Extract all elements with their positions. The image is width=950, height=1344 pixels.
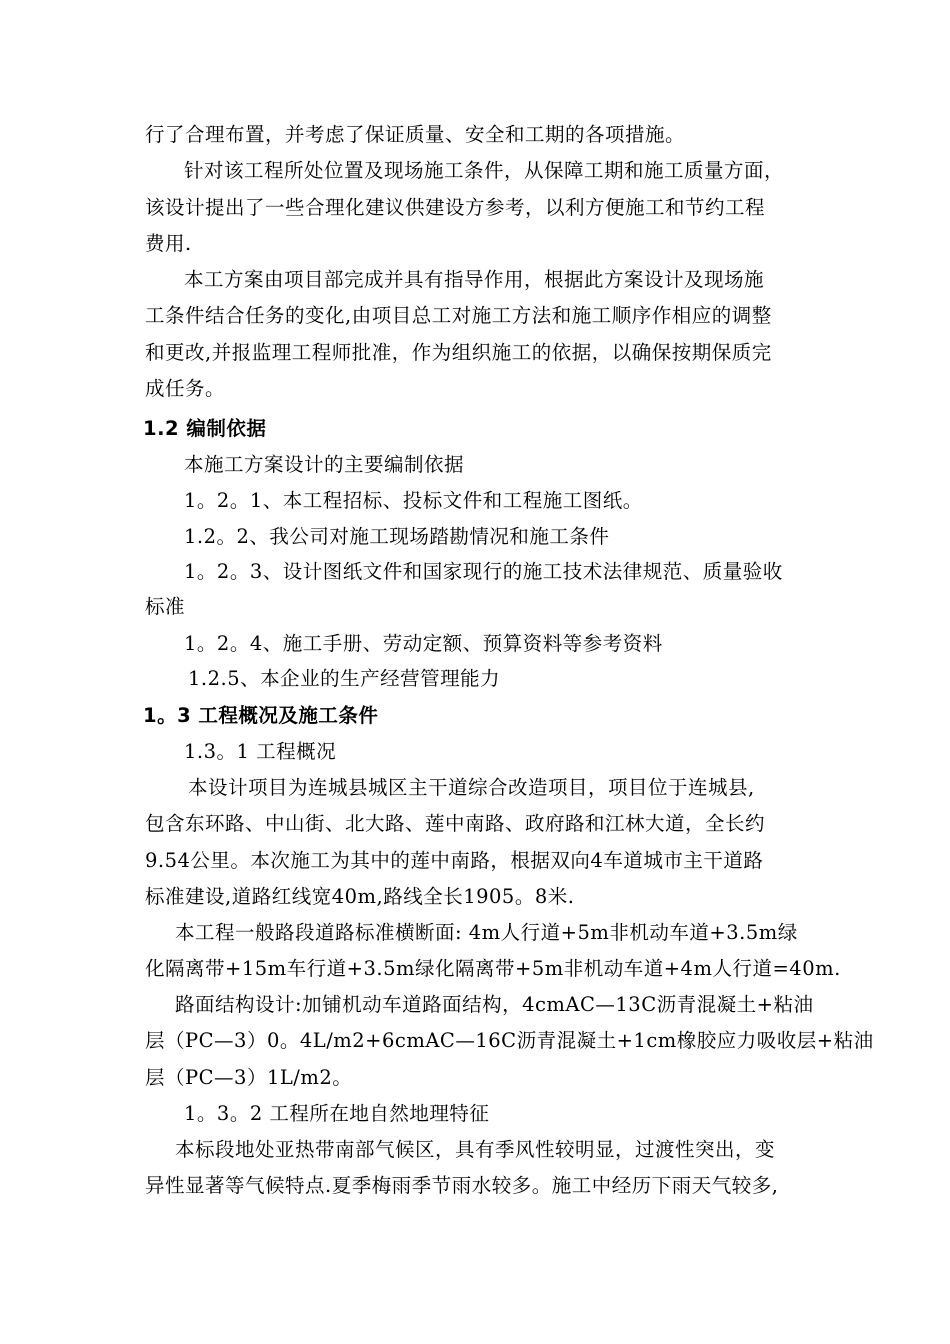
section-heading-1-2: 1.2 编制依据 bbox=[143, 417, 267, 440]
subsection-heading: 1.3。1 工程概况 bbox=[184, 740, 337, 763]
paragraph-line: 针对该工程所处位置及现场施工条件，从保障工期和施工质量方面， bbox=[184, 159, 785, 182]
paragraph-line: 本施工方案设计的主要编制依据 bbox=[184, 453, 465, 476]
list-item: 1。2。3、设计图纸文件和国家现行的施工技术法律规范、质量验收 bbox=[184, 560, 783, 583]
paragraph-line: 异性显著等气候特点.夏季梅雨季节雨水较多。施工中经历下雨天气较多, bbox=[145, 1174, 779, 1197]
paragraph-line: 工条件结合任务的变化,由项目总工对施工方法和施工顺序作相应的调整 bbox=[145, 304, 772, 327]
paragraph-line: 路面结构设计:加铺机动车道路面结构，4cmAC—13C沥青混凝土+粘油 bbox=[175, 993, 814, 1016]
subsection-heading: 1。3。2 工程所在地自然地理特征 bbox=[184, 1102, 490, 1125]
paragraph-line: 该设计提出了一些合理化建议供建设方参考，以利方便施工和节约工程 bbox=[145, 196, 766, 219]
paragraph-line: 9.54公里。本次施工为其中的莲中南路，根据双向4车道城市主干道路 bbox=[145, 849, 764, 872]
paragraph-line: 本设计项目为连城县城区主干道综合改造项目，项目位于连城县, bbox=[188, 776, 755, 799]
list-item: 1.2。2、我公司对施工现场踏勘情况和施工条件 bbox=[184, 525, 610, 548]
list-item-continuation: 标准 bbox=[145, 595, 186, 618]
paragraph-line: 成任务。 bbox=[145, 377, 226, 400]
paragraph-line: 层（PC—3）1L/m2。 bbox=[145, 1066, 353, 1089]
paragraph-line: 本标段地处亚热带南部气候区，具有季风性较明显，过渡性突出，变 bbox=[175, 1138, 776, 1161]
list-item: 1。2。1、本工程招标、投标文件和工程施工图纸。 bbox=[184, 489, 643, 512]
paragraph-line: 本工程一般路段道路标准横断面: 4m人行道+5m非机动车道+3.5m绿 bbox=[175, 921, 798, 944]
list-item: 1。2。4、施工手册、劳动定额、预算资料等参考资料 bbox=[184, 632, 663, 655]
paragraph-line: 费用. bbox=[145, 232, 192, 255]
paragraph-line: 本工方案由项目部完成并具有指导作用，根据此方案设计及现场施 bbox=[184, 268, 765, 291]
paragraph-line: 和更改,并报监理工程师批准，作为组织施工的依据，以确保按期保质完 bbox=[145, 341, 772, 364]
paragraph-line: 行了合理布置，并考虑了保证质量、安全和工期的各项措施。 bbox=[145, 123, 686, 146]
paragraph-line: 层（PC—3）0。4L/m2+6cmAC—16C沥青混凝土+1cm橡胶应力吸收层+粘油 bbox=[145, 1029, 874, 1052]
paragraph-line: 包含东环路、中山街、北大路、莲中南路、政府路和江林大道，全长约 bbox=[145, 812, 766, 835]
paragraph-line: 标准建设,道路红线宽40m,路线全长1905。8米. bbox=[145, 885, 575, 908]
list-item: 1.2.5、本企业的生产经营管理能力 bbox=[188, 667, 501, 690]
paragraph-line: 化隔离带+15m车行道+3.5m绿化隔离带+5m非机动车道+4m人行道=40m. bbox=[145, 957, 841, 980]
section-heading-1-3: 1。3 工程概况及施工条件 bbox=[143, 704, 379, 727]
